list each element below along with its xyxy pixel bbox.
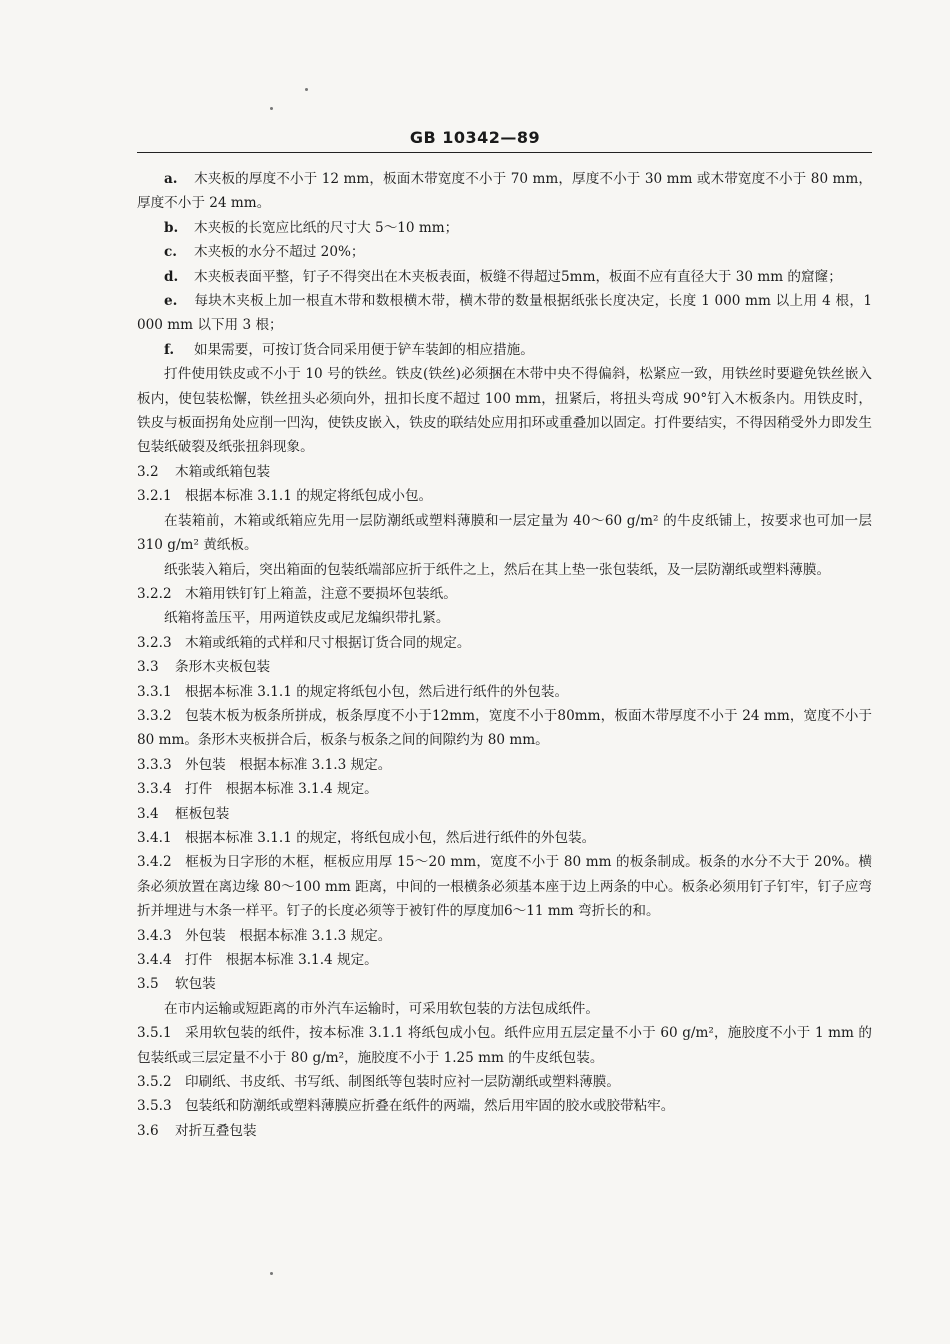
- clause-number: 3.3.2: [137, 707, 172, 724]
- section-heading: [137, 1119, 872, 1143]
- clause-number: 3.5.1: [137, 1025, 172, 1042]
- paragraph: 纸张装入箱后，突出箱面的包装纸端部应折于纸件之上，然后在其上垫一张包装纸，及一层防潮纸或塑料薄膜。: [164, 561, 831, 578]
- clause-text: 框板为日字形的木框，框板应用厚 15～20 mm，宽度不小于 80 mm 的板条制成。板条的水分不大于 20%。横条必须放置在离边缘 80～100 mm 距离，中间的一根横条必须基本座于边上两条的中心。板条必须用钉子钉牢，钉子应弯折并埋进与木条一样平。钉子的长度必须等于被钉件的厚度加6～11 mm 弯折长的和。: [137, 854, 872, 920]
- clause-number: 3.3.3: [137, 756, 172, 773]
- list-label: a.: [164, 171, 178, 187]
- list-label: d.: [164, 268, 179, 285]
- paragraph: 在市内运输或短距离的市外汽车运输时，可采用软包装的方法包成纸件。: [164, 1000, 599, 1017]
- list-text: 木夹板表面平整，钉子不得突出在木夹板表面，板缝不得超过5mm，板面不应有直径大于 30 mm 的窟窿；: [194, 268, 842, 285]
- document-body: [137, 167, 872, 1143]
- list-text: 木夹板的水分不超过 20%；: [194, 244, 365, 261]
- clause-number: 3.3.4: [137, 781, 172, 798]
- clause-number: 3.4.2: [137, 854, 172, 871]
- clause-number: 3.5.3: [137, 1098, 172, 1115]
- paragraph: 在装箱前，木箱或纸箱应先用一层防潮纸或塑料薄膜和一层定量为 40～60 g/m² 的牛皮纸铺上，按要求也可加一层 310 g/m² 黄纸板。: [137, 512, 872, 554]
- section-heading: [137, 460, 872, 484]
- list-item: [137, 240, 872, 264]
- list-text: 木夹板的长宽应比纸的尺寸大 5～10 mm；: [194, 219, 459, 236]
- clause: [137, 850, 872, 923]
- clause-text: 条形木夹板包装: [175, 659, 271, 676]
- clause: [137, 777, 872, 801]
- paragraph: 纸箱将盖压平，用两道铁皮或尼龙编织带扎紧。: [164, 610, 450, 627]
- list-label: e.: [164, 293, 178, 310]
- clause-number: 3.2.1: [137, 488, 172, 505]
- page-header: GB 10342—89: [409, 128, 541, 147]
- clause-number: 3.4.3: [137, 927, 172, 944]
- clause-text: 根据本标准 3.1.1 的规定将纸包小包，然后进行纸件的外包装。: [185, 683, 569, 700]
- clause: [137, 582, 872, 606]
- clause-text: 包装纸和防潮纸或塑料薄膜应折叠在纸件的两端，然后用牢固的胶水或胶带粘牢。: [185, 1098, 675, 1115]
- clause: [137, 484, 872, 508]
- clause-text: 框板包装: [175, 805, 230, 822]
- clause: [137, 924, 872, 948]
- clause-number: 3.2: [137, 463, 159, 480]
- clause-text: 木箱或纸箱包装: [175, 463, 271, 480]
- list-label: c.: [164, 244, 178, 261]
- paragraph: 打件使用铁皮或不小于 10 号的铁丝。铁皮(铁丝)必须捆在木带中央不得偏斜，松紧应一致，用铁丝时要避免铁丝嵌入板内，使包装松懈，铁丝扭头必须向外，扭扣长度不超过 100 mm，扭紧后，将扭头弯成 90°钉入木板条内。用铁皮时，铁皮与板面拐角处应削一凹沟，使铁皮嵌入，铁皮的联结处应用扣环或重叠加以固定。打件要结实，不得因稍受外力即发生包装纸破裂及纸张扭斜现象。: [137, 366, 872, 456]
- clause-number: 3.3.1: [137, 683, 172, 700]
- section-heading: [137, 802, 872, 826]
- list-label: f.: [164, 341, 175, 358]
- clause: [137, 826, 872, 850]
- section-heading: [137, 972, 872, 996]
- clause: [137, 680, 872, 704]
- list-item: [137, 167, 872, 216]
- clause: [137, 631, 872, 655]
- list-item: [137, 265, 872, 289]
- clause-text: 打件 根据本标准 3.1.4 规定。: [185, 781, 378, 798]
- clause-text: 根据本标准 3.1.1 的规定将纸包成小包。: [185, 488, 433, 505]
- clause-text: 根据本标准 3.1.1 的规定，将纸包成小包，然后进行纸件的外包装。: [185, 829, 596, 846]
- clause: [137, 1094, 872, 1118]
- clause-number: 3.2.3: [137, 634, 172, 651]
- clause-text: 印刷纸、书皮纸、书写纸、制图纸等包装时应衬一层防潮纸或塑料薄膜。: [185, 1074, 620, 1091]
- section-heading: [137, 655, 872, 679]
- list-text: 每块木夹板上加一根直木带和数根横木带，横木带的数量根据纸张长度决定，长度 1 000 mm 以上用 4 根，1 000 mm 以下用 3 根；: [137, 293, 872, 334]
- clause-number: 3.4: [137, 805, 159, 822]
- clause-text: 软包装: [175, 976, 216, 993]
- clause-text: 外包装 根据本标准 3.1.3 规定。: [185, 927, 392, 944]
- clause: [137, 948, 872, 972]
- clause-number: 3.5: [137, 976, 159, 993]
- list-item: [137, 338, 872, 362]
- list-item: [137, 216, 872, 240]
- scan-speck: [305, 88, 308, 91]
- header-rule: [137, 152, 872, 153]
- list-label: b.: [164, 219, 179, 236]
- clause-number: 3.6: [137, 1122, 159, 1139]
- list-text: 木夹板的厚度不小于 12 mm，板面木带宽度不小于 70 mm，厚度不小于 30 mm 或木带宽度不小于 80 mm，厚度不小于 24 mm。: [137, 171, 872, 212]
- clause-number: 3.5.2: [137, 1074, 172, 1091]
- clause-number: 3.3: [137, 659, 159, 676]
- clause-text: 木箱或纸箱的式样和尺寸根据订货合同的规定。: [185, 634, 471, 651]
- clause-text: 外包装 根据本标准 3.1.3 规定。: [185, 756, 392, 773]
- scan-speck: [270, 1272, 273, 1275]
- clause-text: 对折互叠包装: [175, 1122, 257, 1139]
- clause: [137, 1070, 872, 1094]
- clause-number: 3.4.4: [137, 952, 172, 968]
- clause-text: 采用软包装的纸件，按本标准 3.1.1 将纸包成小包。纸件应用五层定量不小于 60 g/m²，施胶度不小于 1 mm 的包装纸或三层定量不小于 80 g/m²，施胶度不小于 1.25 mm 的牛皮纸包装。: [137, 1025, 872, 1066]
- clause-text: 打件 根据本标准 3.1.4 规定。: [185, 952, 378, 968]
- clause-text: 包装木板为板条所拼成，板条厚度不小于12mm，宽度不小于80mm，板面木带厚度不小于 24 mm，宽度不小于 80 mm。条形木夹板拼合后，板条与板条之间的间隙约为 80 mm。: [137, 707, 872, 749]
- list-text: 如果需要，可按订货合同采用便于铲车装卸的相应措施。: [194, 341, 534, 358]
- clause: [137, 704, 872, 753]
- clause-number: 3.2.2: [137, 585, 172, 602]
- clause: [137, 753, 872, 777]
- list-item: [137, 289, 872, 338]
- clause-number: 3.4.1: [137, 829, 172, 846]
- scan-speck: [270, 107, 273, 110]
- clause-text: 木箱用铁钉钉上箱盖，注意不要损坏包装纸。: [185, 585, 457, 602]
- clause: [137, 1021, 872, 1070]
